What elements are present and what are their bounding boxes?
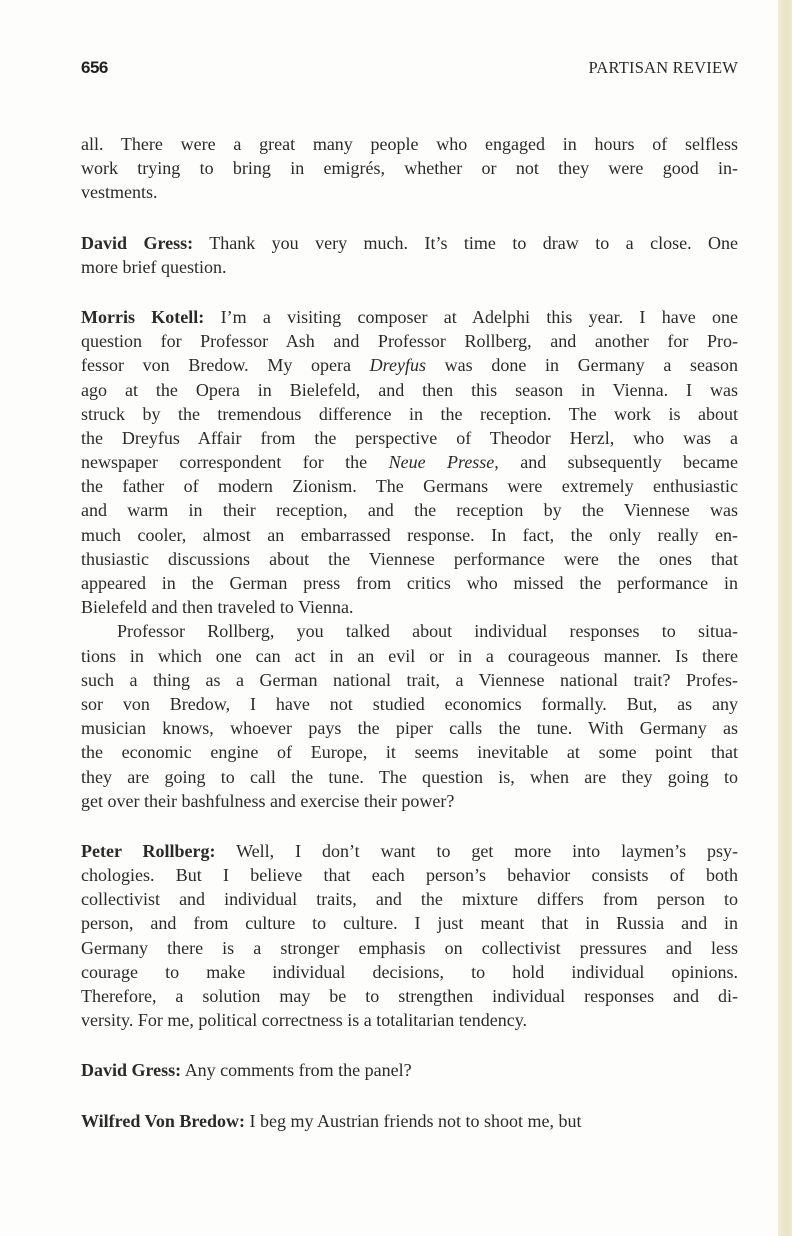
text-line: versity. For me, political correctness is a totalitarian tendency. <box>81 1010 528 1031</box>
text-line: Professor Rollberg, you talked about individual responses to situa- <box>117 621 738 642</box>
text-line: all. There were a great many people who engaged in hours of selfless <box>81 134 738 154</box>
speaker-paragraph <box>81 1109 738 1133</box>
text-line: Therefore, a solution may be to strengthen individual responses and di- <box>81 986 738 1006</box>
text-line: and warm in their reception, and the reception by the Viennese was <box>81 500 738 521</box>
text-line: Wilfred Von Bredow: I beg my Austrian friends not to shoot me, but <box>81 1110 582 1131</box>
text-line: Bielefeld and then traveled to Vienna. <box>81 597 354 618</box>
page-number: 656 <box>81 58 108 77</box>
paragraph <box>81 619 738 813</box>
text-line: David Gress: Thank you very much. It’s time to draw to a close. One <box>81 232 738 253</box>
text-line: get over their bashfulness and exercise their power? <box>81 790 455 811</box>
text-line: much cooler, almost an embarrassed response. In fact, the only really en- <box>81 524 738 545</box>
running-title: PARTISAN REVIEW <box>588 58 738 77</box>
speaker-paragraph <box>81 839 738 1033</box>
speaker-paragraph <box>81 305 738 619</box>
text-line: the economic engine of Europe, it seems inevitable at some point that <box>81 742 738 763</box>
text-line: the father of modern Zionism. The Germans were extremely enthusiastic <box>81 476 738 497</box>
text-line: collectivist and individual traits, and the mixture differs from person to <box>81 889 738 910</box>
text-line: chologies. But I believe that each person’s behavior consists of both <box>81 865 738 886</box>
text-line: newspaper correspondent for the Neue Presse, and subsequently became <box>81 452 739 473</box>
text-line: fessor von Bredow. My opera Dreyfus was done in Germany a season <box>81 355 738 376</box>
text-line: such a thing as a German national trait, a Viennese national trait? Profes- <box>81 669 738 690</box>
speaker-paragraph <box>81 1058 738 1082</box>
speaker-name: Morris Kotell: <box>81 306 205 327</box>
text-line: Morris Kotell: I’m a visiting composer at Adelphi this year. I have one <box>81 306 739 327</box>
text-line: person, and from culture to culture. I just meant that in Russia and in <box>81 913 738 934</box>
speaker-name: Wilfred Von Bredow: <box>81 1110 246 1131</box>
text-line: vestments. <box>81 182 158 203</box>
speaker-name: David Gress: <box>81 232 194 253</box>
text-line: courage to make individual decisions, to hold individual opinions. <box>81 961 738 982</box>
text-line: struck by the tremendous difference in the reception. The work is about <box>81 403 738 424</box>
text-line: sor von Bredow, I have not studied economics formally. But, as any <box>81 693 738 714</box>
text-line: more brief question. <box>81 256 227 277</box>
article-body <box>81 132 738 1159</box>
text-line: Germany there is a stronger emphasis on collectivist pressures and less <box>81 937 738 958</box>
text-line: musician knows, whoever pays the piper calls the tune. With Germany as <box>81 718 738 739</box>
text-line: thusiastic discussions about the Viennese performance were the ones that <box>81 548 738 569</box>
text-line: the Dreyfus Affair from the perspective of Theodor Herzl, who was a <box>81 427 738 448</box>
text-line: tions in which one can act in an evil or in a courageous manner. Is there <box>81 645 738 666</box>
italic-title: Dreyfus <box>369 355 426 376</box>
text-line: ago at the Opera in Bielefeld, and then this season in Vienna. I was <box>81 379 738 400</box>
running-header <box>81 58 738 80</box>
text-line: Peter Rollberg: Well, I don’t want to get more into laymen’s psy- <box>81 840 738 861</box>
speaker-name: David Gress: <box>81 1060 182 1081</box>
italic-title: Neue Presse, <box>388 452 499 473</box>
paragraph <box>81 132 738 205</box>
text-line: David Gress: Any comments from the panel? <box>81 1060 412 1081</box>
text-line: they are going to call the tune. The question is, when are they going to <box>81 766 738 787</box>
text-line: question for Professor Ash and Professor Rollberg, and another for Pro- <box>81 331 738 352</box>
speaker-paragraph <box>81 231 738 279</box>
speaker-name: Peter Rollberg: <box>81 840 216 861</box>
text-line: appeared in the German press from critics who missed the performance in <box>81 573 738 593</box>
page-edge <box>778 0 792 1236</box>
text-line: work trying to bring in emigrés, whether or not they were good in- <box>81 158 738 179</box>
